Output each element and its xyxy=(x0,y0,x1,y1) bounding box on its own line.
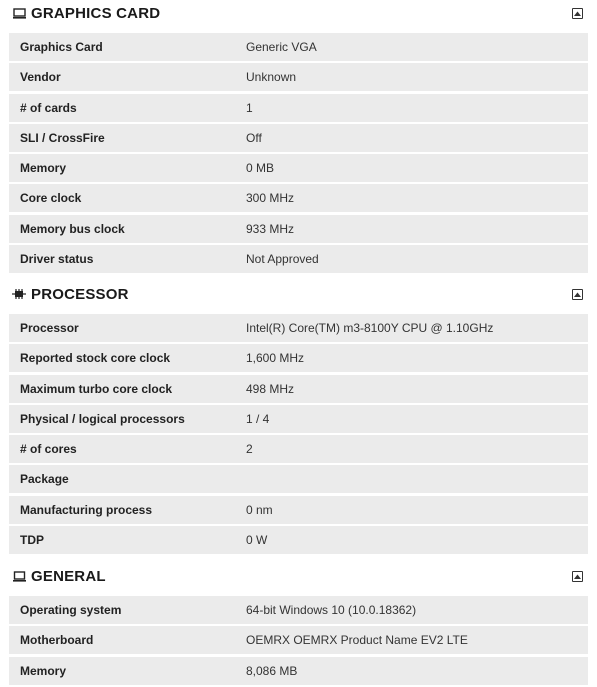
row-value: OEMRX OEMRX Product Name EV2 LTE xyxy=(246,633,468,648)
row-label: Graphics Card xyxy=(20,40,103,54)
row-label: Vendor xyxy=(20,70,61,85)
graphics-card-table xyxy=(9,33,588,275)
monitor-icon xyxy=(12,7,26,19)
table-row xyxy=(9,596,588,624)
processor-table xyxy=(9,314,588,556)
row-label: Driver status xyxy=(20,252,94,267)
table-row xyxy=(9,245,588,273)
row-value: 498 MHz xyxy=(246,381,295,396)
row-label: Operating system xyxy=(20,603,122,617)
processor-header xyxy=(0,281,597,307)
row-value: 2 xyxy=(246,442,253,457)
processor-section xyxy=(0,281,597,548)
row-value: 8,086 MB xyxy=(246,663,298,678)
general-table xyxy=(9,596,588,687)
row-value: Intel(R) Core(TM) m3-8100Y CPU @ 1.10GHz xyxy=(246,321,494,335)
row-label: SLI / CrossFire xyxy=(20,130,105,145)
row-value: 0 W xyxy=(246,533,268,548)
row-label: Memory xyxy=(20,663,67,678)
row-value: 1 xyxy=(246,100,253,115)
table-row xyxy=(9,33,588,61)
table-row xyxy=(9,154,588,182)
row-label: Motherboard xyxy=(20,633,94,648)
row-value: Off xyxy=(246,130,262,145)
graphics-card-section xyxy=(0,0,597,267)
table-row xyxy=(9,314,588,342)
table-row xyxy=(9,344,588,372)
section-title: PROCESSOR xyxy=(31,285,129,303)
row-label: Physical / logical processors xyxy=(20,411,185,426)
table-row xyxy=(9,405,588,433)
table-row xyxy=(9,184,588,212)
table-row xyxy=(9,496,588,524)
row-value: 300 MHz xyxy=(246,191,295,206)
row-value: 933 MHz xyxy=(246,221,295,236)
section-title: GRAPHICS CARD xyxy=(31,4,161,22)
row-value: Unknown xyxy=(246,70,297,85)
row-label: # of cards xyxy=(20,100,77,115)
row-value: 0 MB xyxy=(246,161,275,176)
row-label: # of cores xyxy=(20,442,77,457)
laptop-icon xyxy=(12,570,26,582)
table-row xyxy=(9,375,588,403)
general-header xyxy=(0,563,597,589)
section-title: GENERAL xyxy=(31,567,106,585)
row-label: Processor xyxy=(20,321,79,335)
table-row xyxy=(9,435,588,463)
row-label: Memory bus clock xyxy=(20,221,125,236)
collapse-toggle-button[interactable] xyxy=(572,571,583,582)
table-row xyxy=(9,626,588,654)
row-label: Manufacturing process xyxy=(20,502,153,517)
table-row xyxy=(9,657,588,685)
row-value: Generic VGA xyxy=(246,40,317,54)
row-value: 0 nm xyxy=(246,502,273,517)
row-label: Core clock xyxy=(20,191,82,206)
row-label: TDP xyxy=(20,533,44,548)
row-label: Memory xyxy=(20,161,67,176)
row-label: Package xyxy=(20,472,69,487)
table-row xyxy=(9,465,588,493)
collapse-toggle-button[interactable] xyxy=(572,8,583,19)
cpu-chip-icon xyxy=(12,288,26,300)
table-row xyxy=(9,124,588,152)
graphics-card-header xyxy=(0,0,597,26)
row-label: Maximum turbo core clock xyxy=(20,381,173,396)
collapse-toggle-button[interactable] xyxy=(572,289,583,300)
row-value: Not Approved xyxy=(246,252,319,267)
table-row xyxy=(9,63,588,91)
table-row xyxy=(9,526,588,554)
row-value: 64-bit Windows 10 (10.0.18362) xyxy=(246,603,417,617)
row-value: 1 / 4 xyxy=(246,411,270,426)
table-row xyxy=(9,94,588,122)
row-label: Reported stock core clock xyxy=(20,351,171,366)
general-section xyxy=(0,563,597,678)
table-row xyxy=(9,215,588,243)
row-value: 1,600 MHz xyxy=(246,351,305,366)
